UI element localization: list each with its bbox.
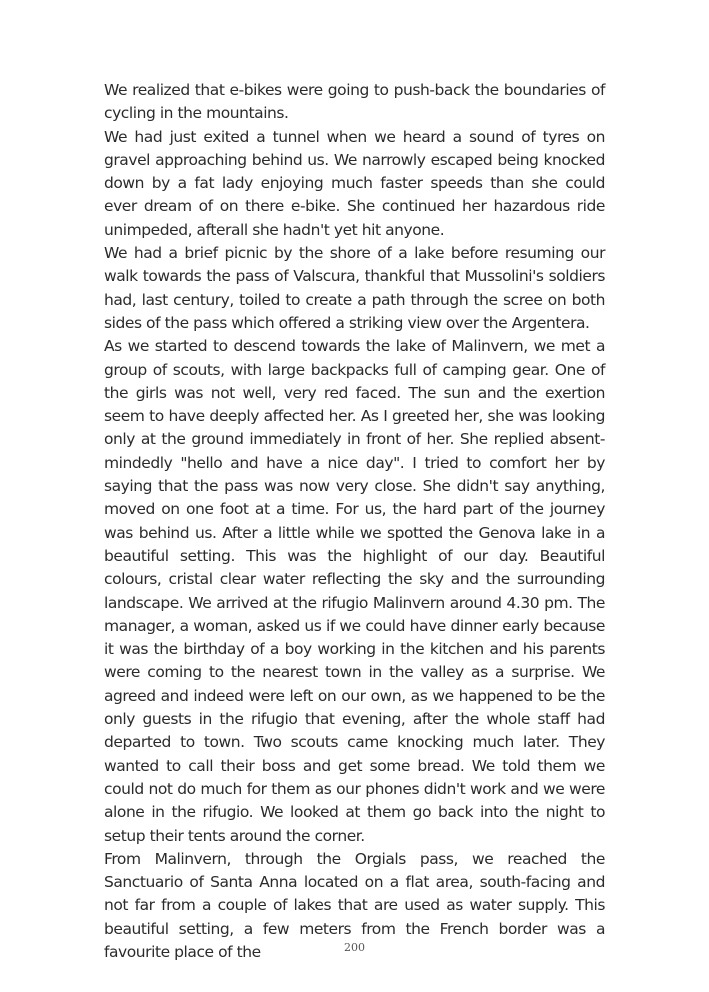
page-number: 200: [344, 941, 365, 954]
paragraph-malinvern: As we started to descend towards the lake of Malinvern, we met a group of scouts, with large backpacks full of camping gear. One of the girls was not well, very red faced. The sun and the exertion seem to have deeply affected her. As I greeted her, she was looking only at the ground immediately in front of her. She replied absent-mindedly "hello and have a nice day". I tried to comfort her by saying that the pass was now very close. She didn't say anything, moved on one foot at a time. For us, the hard part of the journey was behind us. After a little while we spotted the Genova lake in a beautiful setting. This was the highlight of our day. Beautiful colours, cristal clear water reflecting the sky and the surrounding landscape. We arrived at the rifugio Malinvern around 4.30 pm. The manager, a woman, asked us if we could have dinner early because it was the birthday of a boy working in the kitchen and his parents were coming to the nearest town in the valley as a surprise. We agreed and indeed were left on our own, as we happened to be the only guests in the rifugio that evening, after the whole staff had departed to town. Two scouts came knocking much later. They wanted to call their boss and get some bread. We told them we could not do much for them as our phones didn't work and we were alone in the rifugio. We looked at them go back into the night to setup their tents around the corner.: [104, 337, 605, 845]
paragraph-picnic-valscura: We had a brief picnic by the shore of a lake before resuming our walk towards the pass of Valscura, thankful that Mussolini's soldiers had, last century, toiled to create a path through the scree on both sides of the pass which offered a striking view over the Argentera.: [104, 244, 605, 332]
paragraph-tunnel: We had just exited a tunnel when we heard a sound of tyres on gravel approaching behind us. We narrowly escaped being knocked down by a fat lady enjoying much faster speeds than she could ever dream of on there e-bike. She continued her hazardous ride unimpeded, afterall she hadn't yet hit anyone.: [104, 127, 605, 239]
paragraph-ebikes-intro: We realized that e-bikes were going to push-back the boundaries of cycling in the mountains.: [104, 81, 605, 123]
paragraph-santa-anna: From Malinvern, through the Orgials pass, we reached the Sanctuario of Santa Anna located on a flat area, south-facing and not far from a couple of lakes that are used as water supply. This beautiful setting, a few meters from the French border was a favourite place of the: [104, 849, 605, 961]
body-text: [104, 79, 605, 964]
